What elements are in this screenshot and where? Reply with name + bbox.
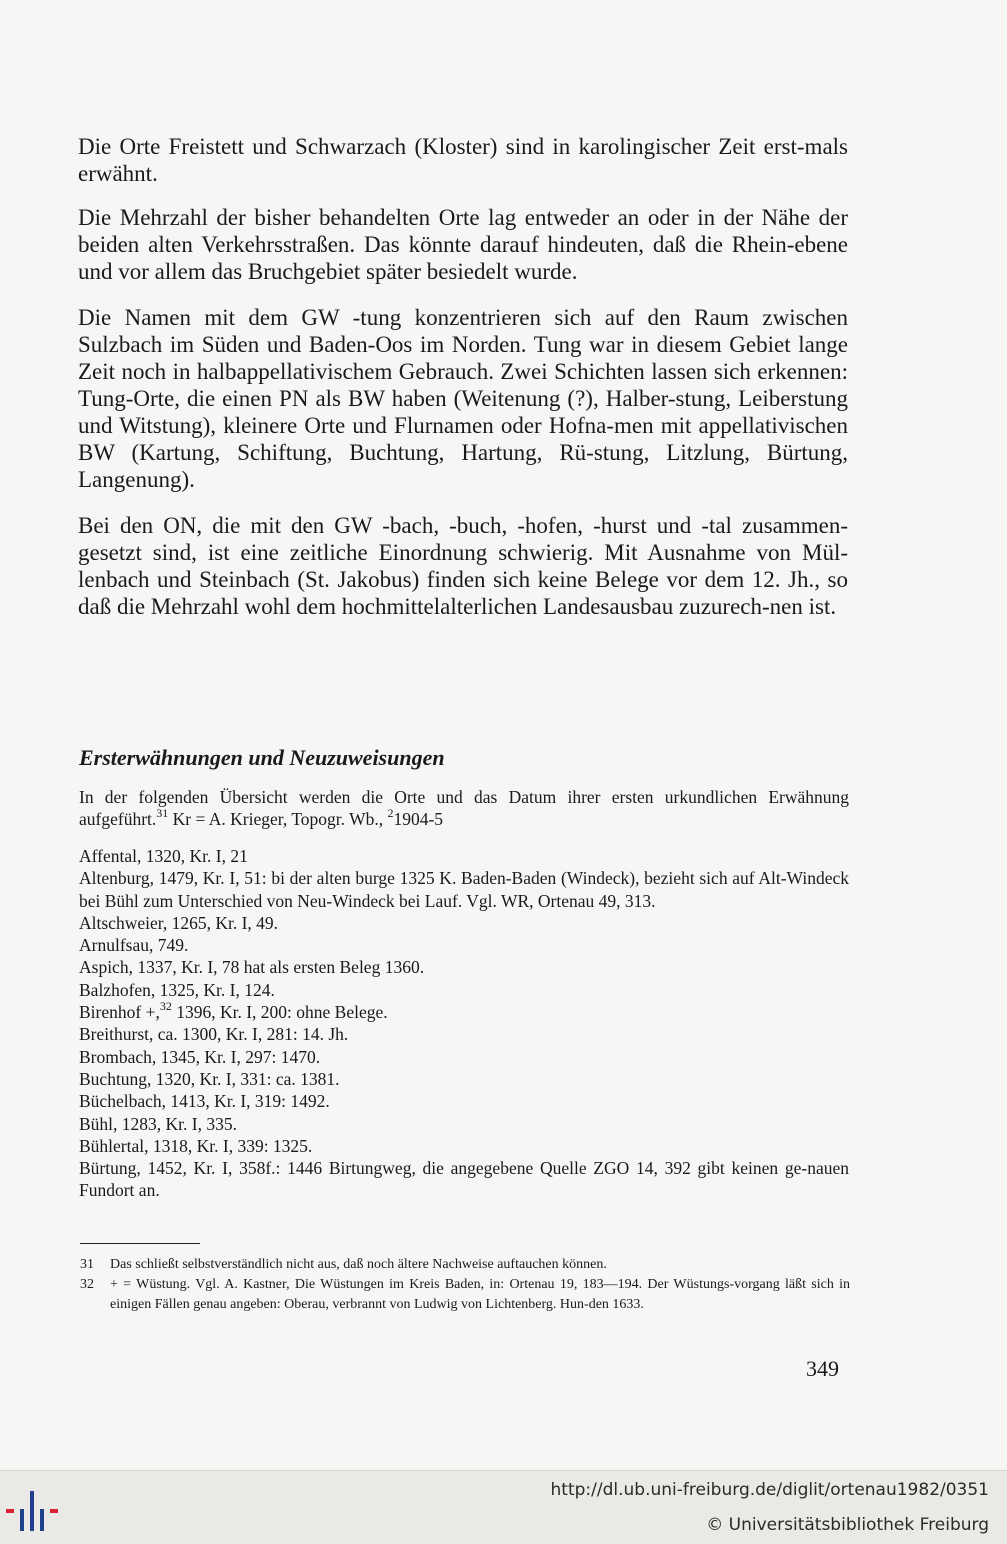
- list-item: Büchelbach, 1413, Kr. I, 319: 1492.: [79, 1091, 330, 1112]
- list-item: Bühlertal, 1318, Kr. I, 339: 1325.: [79, 1135, 313, 1156]
- footnote-text: + = Wüstung. Vgl. A. Kastner, Die Wüstungen im Kreis Baden, in: Ortenau 19, 183—194. Der Wüstungs-vorgang läßt sich in einigen Fällen genau angeben: Oberau, verbrannt von Ludwig von Lichtenberg. Hun-den 1633.: [110, 1277, 850, 1312]
- place-list: [79, 845, 849, 1202]
- footnote-text: Das schließt selbstverständlich nicht aus, daß noch ältere Nachweise auftauchen können.: [110, 1257, 607, 1272]
- list-item: Arnulfsau, 749.: [79, 935, 189, 956]
- list-item: Aspich, 1337, Kr. I, 78 hat als ersten Beleg 1360.: [79, 957, 425, 978]
- copyright-text: © Universitätsbibliothek Freiburg: [706, 1515, 989, 1535]
- list-item: Altenburg, 1479, Kr. I, 51: bi der alten burge 1325 K. Baden-Baden (Windeck), bezieht sich auf Alt-Windeck bei Bühl zum Unterschied von Neu-Windeck bei Lauf. Vgl. WR, Ortenau 49, 313.: [79, 868, 849, 911]
- section-heading: Ersterwähnungen und Neuzuweisungen: [79, 745, 445, 770]
- paragraph: Die Namen mit dem GW -tung konzentrieren sich auf den Raum zwischen Sulzbach im Süden und Baden-Oos im Norden. Tung war in diesem Gebiet lange Zeit noch in halbappellativischem Gebrauch. Zwei Schichten lassen sich erkennen: Tung-Orte, die einen PN als BW haben (Weitenung (?), Halber-stung, Leiberstung und Witstung), kleinere Orte und Flurnamen oder Hofna-men mit appellativischen BW (Kartung, Schiftung, Buchtung, Hartung, Rü-stung, Litzlung, Bürtung, Langenung).: [78, 305, 848, 492]
- intro-text: 1904-5: [393, 809, 444, 830]
- list-item: Breithurst, ca. 1300, Kr. I, 281: 14. Jh.: [79, 1024, 349, 1045]
- footnotes: [80, 1255, 850, 1315]
- edition-superscript: 2: [387, 806, 394, 821]
- intro-text: Kr = A. Krieger, Topogr. Wb.,: [168, 809, 388, 830]
- list-item: Bürtung, 1452, Kr. I, 358f.: 1446 Birtungweg, die angegebene Quelle ZGO 14, 392 gibt keinen ge-nauen Fundort an.: [79, 1158, 849, 1201]
- list-item: Buchtung, 1320, Kr. I, 331: ca. 1381.: [79, 1068, 340, 1089]
- footnote-divider: [80, 1243, 200, 1244]
- intro-text: In der folgenden Übersicht werden die Orte und das Datum ihrer ersten urkundlichen Erwähnung aufgeführt.: [79, 787, 849, 830]
- paragraph: Die Mehrzahl der bisher behandelten Orte lag entweder an oder in der Nähe der beiden alten Verkehrsstraßen. Das könnte darauf hindeuten, daß die Rhein-ebene und vor allem das Bruchgebiet später besiedelt wurde.: [78, 205, 848, 284]
- document-url-link[interactable]: http://dl.ub.uni-freiburg.de/diglit/ortenau1982/0351: [550, 1480, 989, 1500]
- page-number: 349: [806, 1356, 839, 1381]
- entry-text: 1396, Kr. I, 200: ohne Belege.: [171, 1002, 388, 1023]
- footnote-ref[interactable]: 31: [156, 806, 169, 821]
- footnote: [80, 1275, 850, 1315]
- paragraph: Bei den ON, die mit den GW -bach, -buch, -hofen, -hurst und -tal zusammen-gesetzt sind, ist eine zeitliche Einordnung schwierig. Mit Ausnahme von Mül-lenbach und Steinbach (St. Jakobus) finden sich keine Belege vor dem 12. Jh., so daß die Mehrzahl wohl dem hochmittelalterlichen Landesausbau zuzurech-nen ist.: [78, 513, 848, 619]
- footnote: [80, 1255, 850, 1275]
- footnote-number: 31: [80, 1257, 94, 1272]
- ub-freiburg-logo-icon[interactable]: [6, 1485, 64, 1537]
- footnote-number: 32: [80, 1277, 94, 1292]
- list-item: Balzhofen, 1325, Kr. I, 124.: [79, 979, 275, 1000]
- list-item: [79, 1001, 849, 1023]
- list-item: Affental, 1320, Kr. I, 21: [79, 846, 248, 866]
- list-item: Brombach, 1345, Kr. I, 297: 1470.: [79, 1046, 321, 1067]
- list-item: Altschweier, 1265, Kr. I, 49.: [79, 912, 279, 933]
- viewer-footer: [0, 1470, 1007, 1544]
- paragraph: Die Orte Freistett und Schwarzach (Kloster) sind in karolingischer Zeit erst-mals erwähnt.: [78, 134, 848, 186]
- section-intro: [79, 786, 849, 831]
- entry-text: Birenhof +,: [79, 1002, 160, 1023]
- footnote-ref[interactable]: 32: [159, 999, 172, 1014]
- list-item: Bühl, 1283, Kr. I, 335.: [79, 1113, 237, 1134]
